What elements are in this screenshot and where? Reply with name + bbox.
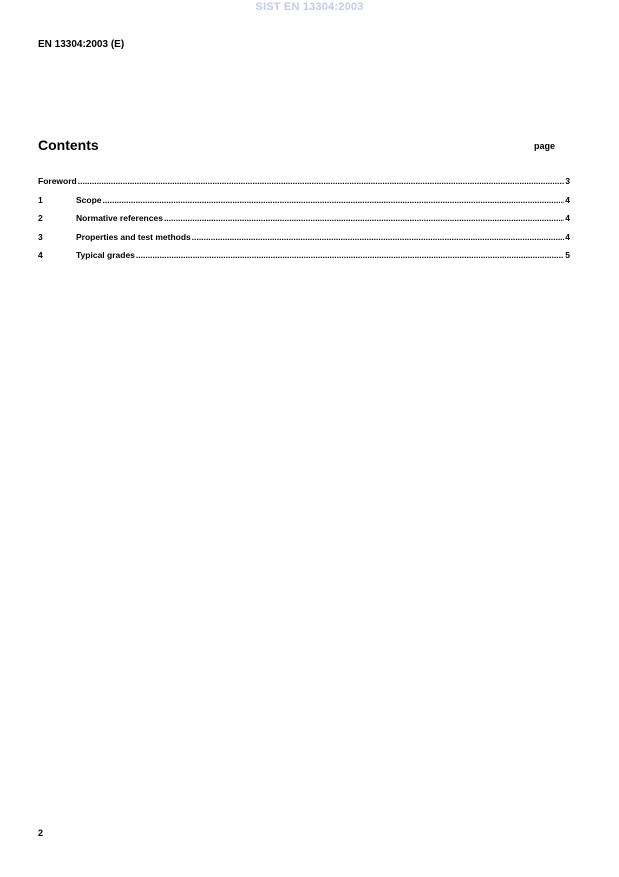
- toc-entry-number: 2: [38, 213, 43, 223]
- toc-entry-title: Normative references: [76, 213, 163, 223]
- page-number: 2: [38, 828, 44, 838]
- toc-dot-leader: [78, 176, 565, 186]
- toc-entry-page: 4: [565, 231, 570, 242]
- toc-entry-number: 1: [38, 194, 43, 205]
- toc-dot-leader: [164, 213, 564, 223]
- document-id-header: EN 13304:2003 (E): [38, 39, 125, 50]
- toc-entry-title: Scope: [76, 194, 102, 205]
- toc-entry-page: 4: [565, 213, 570, 223]
- toc-dot-leader: [136, 250, 564, 260]
- watermark-text: SIST EN 13304:2003: [255, 1, 364, 13]
- toc-dot-leader: [192, 232, 564, 242]
- page-column-label: page: [534, 141, 556, 151]
- toc-dot-leader: [103, 195, 565, 205]
- toc-entry-title: Typical grades: [76, 250, 135, 260]
- toc-entry-page: 4: [565, 194, 570, 205]
- toc-entry-number: 3: [38, 231, 43, 242]
- toc-entry-typical-grades[interactable]: [38, 250, 570, 269]
- toc-entry-title: Properties and test methods: [76, 231, 191, 242]
- toc-entry-scope[interactable]: [38, 195, 570, 214]
- toc-entry-number: 4: [38, 250, 43, 260]
- toc-entry-title: Foreword: [38, 176, 77, 186]
- toc-entry-page: 3: [565, 176, 570, 186]
- table-of-contents: [38, 176, 570, 269]
- contents-heading: Contents: [38, 137, 99, 153]
- toc-entry-properties-and-test-methods[interactable]: [38, 232, 570, 251]
- toc-entry-page: 5: [565, 250, 570, 260]
- toc-entry-foreword[interactable]: [38, 176, 570, 195]
- toc-entry-normative-references[interactable]: [38, 213, 570, 232]
